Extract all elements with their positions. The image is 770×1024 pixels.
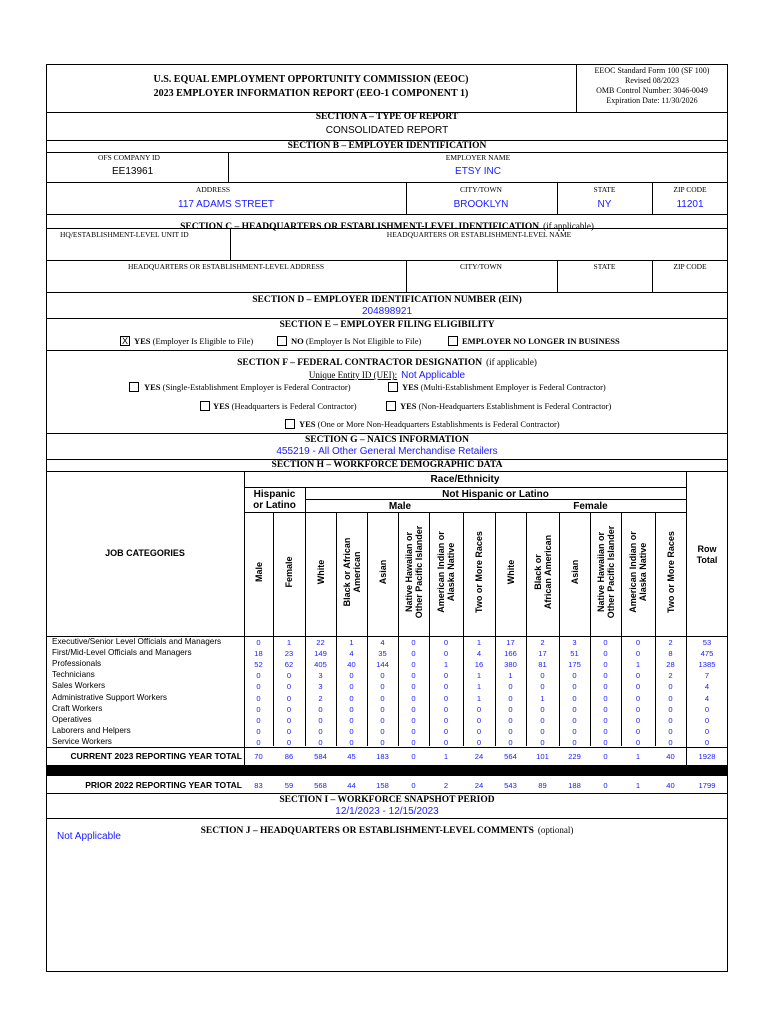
table-cell: 0: [286, 671, 292, 681]
table-cell: 0: [256, 726, 261, 736]
form-title-line2: 2023 EMPLOYER INFORMATION REPORT (EEO-1 COMPONENT 1): [153, 88, 469, 99]
table-cell: 0: [704, 737, 710, 747]
snapshot-period-value[interactable]: 12/1/2023 - 12/15/2023: [335, 806, 439, 817]
city-label: CITY/TOWN: [460, 185, 502, 194]
table-cell: 0: [508, 693, 513, 703]
table-cell: 52: [254, 660, 263, 670]
form-number: EEOC Standard Form 100 (SF 100): [594, 66, 710, 75]
table-cell: 0: [635, 638, 641, 647]
column-header: Female: [284, 556, 294, 588]
comments-value[interactable]: Not Applicable: [57, 831, 121, 842]
section-c-title-suffix: (if applicable): [543, 221, 594, 231]
total-cell: 564: [504, 752, 517, 761]
total-cell: 0: [603, 752, 608, 761]
hq-name-label: HEADQUARTERS OR ESTABLISHMENT-LEVEL NAME: [386, 230, 572, 239]
table-cell: 0: [443, 737, 449, 747]
hq-address-label: HEADQUARTERS OR ESTABLISHMENT-LEVEL ADDRESS: [127, 262, 325, 271]
table-cell: 0: [349, 737, 354, 747]
total-cell: 2: [443, 781, 449, 790]
table-cell: 0: [476, 737, 482, 747]
table-cell: 8: [668, 649, 673, 659]
city-value[interactable]: BROOKLYN: [453, 199, 509, 210]
table-cell: 0: [508, 737, 513, 747]
table-cell: 4: [380, 638, 385, 647]
table-cell: 0: [603, 726, 608, 736]
table-cell: 0: [668, 726, 673, 736]
section-f-title-text: SECTION F – FEDERAL CONTRACTOR DESIGNATION: [237, 358, 483, 368]
total-cell: 1: [443, 752, 449, 761]
job-category-label: Administrative Support Workers: [52, 692, 167, 702]
table-cell: 0: [380, 671, 385, 681]
table-cell: 0: [635, 704, 641, 714]
table-cell: 0: [443, 638, 449, 647]
total-cell: 0: [411, 781, 416, 790]
hq-zip-label: ZIP CODE: [673, 262, 707, 271]
total-cell: 1799: [698, 781, 716, 790]
table-cell: 4: [349, 649, 354, 659]
table-cell: 2: [540, 638, 545, 647]
table-cell: 18: [254, 649, 263, 659]
job-category-label: First/Mid-Level Officials and Managers: [52, 648, 192, 658]
table-cell: 0: [603, 638, 608, 647]
table-cell: 2: [318, 693, 323, 703]
table-cell: 0: [380, 737, 385, 747]
hispanic-header: Hispanic or Latino: [253, 489, 296, 511]
table-cell: 4: [476, 649, 482, 659]
total-cell: 543: [504, 781, 517, 790]
table-cell: 1385: [698, 660, 716, 670]
uei-row: [46, 365, 728, 383]
table-cell: 0: [540, 726, 545, 736]
table-cell: 1: [443, 660, 449, 670]
table-cell: 0: [256, 715, 261, 725]
table-cell: 0: [635, 671, 641, 681]
table-cell: 51: [570, 649, 579, 659]
non-hq-establishment-checkbox[interactable]: [386, 401, 396, 411]
table-cell: 0: [508, 726, 513, 736]
column-header: American Indian or Alaska Native: [628, 531, 648, 613]
total-cell: 70: [254, 752, 263, 761]
table-cell: 1: [476, 693, 482, 703]
table-cell: 0: [318, 704, 323, 714]
job-category-label: Laborers and Helpers: [52, 725, 131, 735]
table-cell: 0: [411, 704, 416, 714]
table-cell: 0: [476, 726, 482, 736]
total-cell: 0: [411, 752, 416, 761]
table-cell: 17: [506, 638, 515, 647]
ofs-company-id-value[interactable]: EE13961: [112, 166, 154, 177]
table-cell: 0: [318, 737, 323, 747]
table-cell: 0: [380, 715, 385, 725]
current-total-label: CURRENT 2023 REPORTING YEAR TOTAL: [70, 751, 242, 761]
not-hispanic-header: Not Hispanic or Latino: [442, 489, 549, 500]
single-establishment-label: YES (Single-Establishment Employer is Federal Contractor): [144, 382, 351, 392]
table-cell: 0: [286, 693, 292, 703]
omb-number: OMB Control Number: 3046-0049: [596, 86, 708, 95]
total-cell: 24: [474, 752, 484, 761]
section-j-title-text: SECTION J – HEADQUARTERS OR ESTABLISHMENT-LEVEL COMMENTS: [200, 826, 534, 836]
table-cell: 0: [380, 682, 385, 692]
table-cell: 0: [603, 660, 608, 670]
table-cell: 0: [635, 693, 641, 703]
table-cell: 2: [668, 638, 673, 647]
column-header: Black or African American: [532, 534, 553, 610]
table-cell: 0: [443, 649, 449, 659]
no-longer-in-business-checkbox[interactable]: [448, 336, 458, 346]
naics-value[interactable]: 455219 - All Other General Merchandise Retailers: [276, 446, 498, 457]
total-cell: 86: [284, 752, 294, 761]
table-cell: 0: [704, 715, 710, 725]
table-cell: 0: [349, 704, 354, 714]
table-cell: 149: [314, 649, 327, 659]
ein-value[interactable]: 204898921: [361, 306, 413, 317]
table-cell: 0: [635, 682, 641, 692]
table-cell: 0: [349, 726, 354, 736]
total-cell: 188: [568, 781, 581, 790]
table-cell: 4: [704, 693, 710, 703]
table-cell: 0: [572, 682, 577, 692]
table-cell: 7: [704, 671, 710, 681]
total-cell: 89: [538, 781, 547, 790]
race-ethnicity-header: Race/Ethnicity: [430, 474, 500, 485]
non-hq-establishments-checkbox[interactable]: [285, 419, 295, 429]
total-cell: 1: [635, 752, 641, 761]
table-cell: 0: [443, 726, 449, 736]
table-cell: 0: [603, 715, 608, 725]
table-cell: 3: [572, 638, 577, 647]
table-cell: 1: [349, 638, 354, 647]
table-cell: 0: [508, 704, 513, 714]
table-cell: 0: [540, 682, 545, 692]
column-header: Two or More Races: [474, 531, 484, 613]
zip-label: ZIP CODE: [673, 185, 707, 194]
table-cell: 0: [668, 693, 673, 703]
total-cell: 0: [603, 781, 608, 790]
table-cell: 28: [666, 660, 675, 670]
non-hq-establishment-label: YES (Non-Headquarters Establishment is Federal Contractor): [400, 401, 612, 411]
total-cell: 568: [314, 781, 327, 790]
table-cell: 380: [504, 660, 517, 670]
table-cell: 3: [318, 682, 323, 692]
table-cell: 0: [572, 737, 577, 747]
table-cell: 0: [380, 693, 385, 703]
table-cell: 0: [286, 726, 292, 736]
table-cell: 0: [635, 649, 641, 659]
uei-label: Unique Entity ID (UEI):: [308, 370, 398, 380]
table-cell: 0: [540, 715, 545, 725]
job-category-label: Technicians: [52, 670, 95, 680]
table-cell: 0: [411, 693, 416, 703]
eligible-yes-checkbox[interactable]: X: [121, 336, 128, 346]
table-cell: 17: [538, 649, 547, 659]
table-cell: 0: [668, 715, 673, 725]
total-cell: 40: [666, 752, 675, 761]
job-category-label: Craft Workers: [52, 703, 103, 713]
table-cell: 0: [256, 693, 261, 703]
no-longer-in-business-label: EMPLOYER NO LONGER IN BUSINESS: [462, 336, 620, 346]
table-cell: 1: [476, 682, 482, 692]
table-cell: 0: [704, 726, 710, 736]
total-cell: 1: [635, 781, 641, 790]
job-category-label: Service Workers: [52, 736, 112, 746]
table-cell: 0: [411, 737, 416, 747]
job-category-label: Executive/Senior Level Officials and Managers: [52, 637, 222, 646]
headquarters-contractor-checkbox[interactable]: [200, 401, 210, 411]
form-id-block: [577, 66, 727, 106]
table-cell: 0: [508, 682, 513, 692]
table-cell: 0: [476, 715, 482, 725]
table-cell: 0: [603, 693, 608, 703]
table-cell: 0: [318, 715, 323, 725]
table-cell: 0: [572, 704, 577, 714]
section-f-title-suffix: (if applicable): [486, 357, 537, 367]
table-cell: 0: [476, 704, 482, 714]
multi-establishment-checkbox[interactable]: [388, 382, 398, 392]
table-cell: 0: [286, 682, 292, 692]
multi-establishment-label: YES (Multi-Establishment Employer is Federal Contractor): [402, 382, 606, 392]
table-cell: 0: [411, 649, 416, 659]
job-category-label: Professionals: [52, 659, 102, 669]
job-categories-header: JOB CATEGORIES: [105, 548, 185, 558]
total-cell: 40: [666, 781, 675, 790]
expiration-date: Expiration Date: 11/30/2026: [606, 96, 698, 105]
table-cell: 175: [568, 660, 581, 670]
state-label: STATE: [593, 185, 616, 194]
total-cell: 229: [568, 752, 581, 761]
address-label: ADDRESS: [195, 185, 231, 194]
eligible-yes-label: YES (Employer Is Eligible to File): [134, 336, 254, 346]
table-cell: 23: [284, 649, 294, 659]
table-cell: 0: [603, 737, 608, 747]
table-cell: 0: [540, 704, 545, 714]
uei-value[interactable]: Not Applicable: [401, 370, 466, 381]
table-cell: 0: [349, 715, 354, 725]
section-g-title: SECTION G – NAICS INFORMATION: [305, 435, 469, 445]
section-h-title: SECTION H – WORKFORCE DEMOGRAPHIC DATA: [271, 460, 503, 470]
table-cell: 0: [286, 737, 292, 747]
section-d-title: SECTION D – EMPLOYER IDENTIFICATION NUMBER (EIN): [252, 295, 522, 305]
table-cell: 1: [540, 693, 545, 703]
column-header: Native Hawaiian or Other Pacific Islander: [595, 525, 616, 619]
section-j-title-suffix: (optional): [537, 825, 574, 835]
employer-name-label: EMPLOYER NAME: [445, 153, 511, 162]
table-cell: 22: [316, 638, 325, 647]
table-cell: 53: [702, 638, 712, 647]
table-cell: 1: [635, 660, 641, 670]
table-cell: 0: [572, 715, 577, 725]
table-cell: 0: [380, 704, 385, 714]
table-cell: 475: [700, 649, 714, 659]
table-cell: 35: [378, 649, 387, 659]
table-cell: 0: [443, 682, 449, 692]
job-category-label: Sales Workers: [52, 681, 106, 691]
table-cell: 4: [704, 682, 710, 692]
job-category-label: Operatives: [52, 714, 92, 724]
table-cell: 0: [668, 737, 673, 747]
table-cell: 81: [538, 660, 547, 670]
table-cell: 1: [476, 671, 482, 681]
eligible-no-checkbox[interactable]: [277, 336, 287, 346]
table-cell: 0: [411, 726, 416, 736]
table-cell: 0: [256, 638, 261, 647]
table-cell: 0: [411, 682, 416, 692]
table-cell: 0: [603, 671, 608, 681]
section-a-title: SECTION A – TYPE OF REPORT: [315, 112, 459, 122]
table-cell: 1: [508, 671, 513, 681]
prior-total-label: PRIOR 2022 REPORTING YEAR TOTAL: [85, 780, 242, 790]
employer-name-value[interactable]: ETSY INC: [455, 166, 501, 177]
table-cell: 405: [314, 660, 327, 670]
hq-city-label: CITY/TOWN: [460, 262, 502, 271]
section-e-title: SECTION E – EMPLOYER FILING ELIGIBILITY: [279, 320, 495, 330]
table-cell: 0: [411, 660, 416, 670]
table-cell: 0: [668, 682, 673, 692]
single-establishment-checkbox[interactable]: [129, 382, 139, 392]
table-cell: 0: [443, 704, 449, 714]
table-cell: 0: [704, 704, 710, 714]
table-cell: 0: [380, 726, 385, 736]
table-cell: 1: [476, 638, 482, 647]
table-cell: 0: [540, 671, 545, 681]
table-cell: 2: [668, 671, 673, 681]
headquarters-contractor-label: YES (Headquarters is Federal Contractor): [213, 401, 357, 411]
table-cell: 0: [349, 671, 354, 681]
total-cell: 45: [347, 752, 356, 761]
total-divider-bar: [46, 765, 728, 776]
non-hq-establishments-label: YES (One or More Non-Headquarters Establishments is Federal Contractor): [299, 419, 560, 429]
zip-value[interactable]: 11201: [676, 199, 704, 210]
address-value[interactable]: 117 ADAMS STREET: [178, 199, 274, 210]
column-header: Asian: [377, 559, 388, 585]
table-cell: 0: [572, 671, 577, 681]
table-cell: 1: [286, 638, 292, 647]
eligible-no-label: NO (Employer Is Not Eligible to File): [291, 336, 422, 346]
table-cell: 0: [635, 726, 641, 736]
table-cell: 0: [668, 704, 673, 714]
form-title-block: [46, 64, 576, 112]
table-cell: 0: [635, 737, 641, 747]
male-group-header: Male: [388, 501, 412, 512]
total-cell: 24: [474, 781, 484, 790]
total-cell: 44: [347, 781, 356, 790]
table-cell: 166: [504, 649, 517, 659]
total-cell: 59: [284, 781, 294, 790]
table-cell: 16: [474, 660, 484, 670]
section-j-title: [46, 820, 728, 838]
hq-state-label: STATE: [593, 262, 616, 271]
column-header: Two or More Races: [665, 531, 676, 613]
table-cell: 0: [603, 682, 608, 692]
column-header-row-total: Row Total: [696, 544, 718, 565]
total-cell: 158: [376, 781, 389, 790]
table-cell: 0: [256, 737, 261, 747]
table-cell: 0: [443, 715, 449, 725]
table-cell: 0: [603, 649, 608, 659]
column-header: White: [315, 559, 326, 585]
table-cell: 0: [540, 737, 545, 747]
table-cell: 0: [603, 704, 608, 714]
table-cell: 0: [411, 638, 416, 647]
column-header: Black or African American: [341, 537, 362, 607]
total-cell: 83: [254, 781, 263, 790]
table-cell: 0: [256, 682, 261, 692]
section-b-title: SECTION B – EMPLOYER IDENTIFICATION: [287, 141, 487, 151]
hq-unit-id-label: HQ/ESTABLISHMENT-LEVEL UNIT ID: [60, 230, 189, 239]
table-cell: 0: [572, 693, 577, 703]
total-cell: 101: [536, 752, 549, 761]
ofs-company-id-label: OFS COMPANY ID: [98, 153, 160, 162]
form-revised: Revised 08/2023: [625, 76, 679, 85]
total-cell: 1928: [698, 752, 716, 761]
table-cell: 0: [411, 671, 416, 681]
table-cell: 144: [376, 660, 389, 670]
table-cell: 0: [443, 671, 449, 681]
table-cell: 0: [286, 704, 292, 714]
section-c-title-text: SECTION C – HEADQUARTERS OR ESTABLISHMENT-LEVEL IDENTIFICATION: [180, 222, 540, 232]
state-value[interactable]: NY: [597, 199, 612, 210]
table-cell: 0: [443, 693, 449, 703]
column-header: American Indian or Alaska Native: [436, 531, 456, 613]
section-i-title: SECTION I – WORKFORCE SNAPSHOT PERIOD: [279, 795, 495, 805]
report-type-value: CONSOLIDATED REPORT: [325, 125, 449, 136]
table-cell: 3: [318, 671, 323, 681]
form-title-line1: U.S. EQUAL EMPLOYMENT OPPORTUNITY COMMISSION (EEOC): [153, 74, 469, 85]
table-cell: 62: [284, 660, 294, 670]
column-header: Asian: [569, 559, 580, 585]
column-header: White: [505, 559, 516, 585]
table-cell: 40: [347, 660, 356, 670]
table-cell: 0: [286, 715, 292, 725]
total-cell: 183: [376, 752, 389, 761]
table-cell: 0: [349, 693, 354, 703]
table-cell: 0: [318, 726, 323, 736]
column-header: Male: [253, 562, 264, 583]
table-cell: 0: [256, 704, 261, 714]
table-cell: 0: [508, 715, 513, 725]
table-cell: 0: [572, 726, 577, 736]
column-header: Native Hawaiian or Other Pacific Islander: [403, 525, 424, 619]
table-cell: 0: [635, 715, 641, 725]
table-cell: 0: [256, 671, 261, 681]
female-group-header: Female: [573, 501, 608, 512]
table-cell: 0: [349, 682, 354, 692]
table-cell: 0: [411, 715, 416, 725]
total-cell: 584: [314, 752, 327, 761]
